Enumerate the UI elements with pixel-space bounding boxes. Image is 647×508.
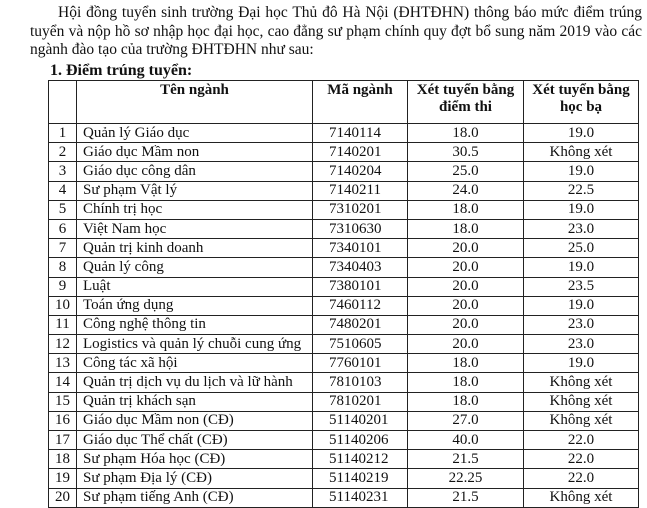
major-code: 7810103 [313,373,408,392]
score-exam: 20.0 [408,315,524,334]
score-transcript: 25.0 [524,239,639,258]
table-row [49,469,639,488]
score-transcript: 23.0 [524,335,639,354]
major-name: Sư phạm Địa lý (CĐ) [77,469,313,488]
score-exam: 21.5 [408,450,524,469]
major-name: Luật [77,277,313,296]
row-number: 13 [49,354,77,373]
score-exam: 20.0 [408,296,524,315]
table-row [49,488,639,507]
row-number: 7 [49,239,77,258]
table-row [49,392,639,411]
major-name: Công nghệ thông tin [77,315,313,334]
major-code: 7310201 [313,200,408,219]
score-transcript: 19.0 [524,200,639,219]
score-exam: 24.0 [408,181,524,200]
table-row [49,335,639,354]
major-name: Quản lý công [77,258,313,277]
score-transcript: 22.0 [524,450,639,469]
row-number: 17 [49,431,77,450]
table-row [49,373,639,392]
score-transcript: Không xét [524,392,639,411]
table-header-row [49,81,639,124]
score-transcript: 19.0 [524,296,639,315]
major-name: Sư phạm Hóa học (CĐ) [77,450,313,469]
score-exam: 27.0 [408,411,524,430]
major-code: 7140114 [313,124,408,143]
score-transcript: Không xét [524,143,639,162]
score-exam: 22.25 [408,469,524,488]
table-row [49,200,639,219]
score-transcript: 23.0 [524,219,639,238]
row-number: 12 [49,335,77,354]
table-row [49,411,639,430]
major-name: Giáo dục Mầm non [77,143,313,162]
score-transcript: Không xét [524,411,639,430]
score-exam: 18.0 [408,354,524,373]
major-name: Giáo dục công dân [77,162,313,181]
score-exam: 20.0 [408,239,524,258]
major-name: Quản lý Giáo dục [77,124,313,143]
major-code: 7140211 [313,181,408,200]
score-transcript: 23.5 [524,277,639,296]
score-exam: 18.0 [408,219,524,238]
major-name: Sư phạm Vật lý [77,181,313,200]
major-name: Công tác xã hội [77,354,313,373]
header-name: Tên ngành [77,81,313,124]
table-row [49,258,639,277]
table-row [49,239,639,258]
row-number: 11 [49,315,77,334]
score-exam: 30.5 [408,143,524,162]
major-code: 51140201 [313,411,408,430]
major-code: 51140206 [313,431,408,450]
major-code: 7140204 [313,162,408,181]
intro-paragraph: Hội đồng tuyển sinh trường Đại học Thủ đô Hà Nội (ĐHTĐHN) thông báo mức điểm trúng tuyển và nộp hồ sơ nhập học đại học, cao đẳng sư phạm chính quy đợt bổ sung năm 2019 vào các ngành đào tạo của trường ĐHTĐHN như sau: [30,4,642,58]
row-number: 3 [49,162,77,181]
major-name: Quản trị dịch vụ du lịch và lữ hành [77,373,313,392]
row-number: 5 [49,200,77,219]
score-exam: 20.0 [408,258,524,277]
major-name: Giáo dục Thể chất (CĐ) [77,431,313,450]
row-number: 10 [49,296,77,315]
header-code: Mã ngành [313,81,408,124]
score-exam: 18.0 [408,124,524,143]
major-name: Giáo dục Mầm non (CĐ) [77,411,313,430]
major-name: Việt Nam học [77,219,313,238]
major-name: Toán ứng dụng [77,296,313,315]
score-exam: 20.0 [408,277,524,296]
score-transcript: 19.0 [524,354,639,373]
major-code: 7760101 [313,354,408,373]
row-number: 18 [49,450,77,469]
table-row [49,143,639,162]
score-exam: 20.0 [408,335,524,354]
major-name: Quản trị kinh doanh [77,239,313,258]
major-code: 51140231 [313,488,408,507]
major-name: Chính trị học [77,200,313,219]
table-row [49,219,639,238]
row-number: 16 [49,411,77,430]
major-code: 7380101 [313,277,408,296]
major-code: 7480201 [313,315,408,334]
row-number: 15 [49,392,77,411]
table-row [49,277,639,296]
major-name: Logistics và quản lý chuỗi cung ứng [77,335,313,354]
row-number: 9 [49,277,77,296]
score-transcript: 23.0 [524,315,639,334]
header-score-exam: Xét tuyển bằng điểm thi [408,81,524,124]
header-stt [49,81,77,124]
major-code: 7340101 [313,239,408,258]
major-code: 7340403 [313,258,408,277]
table-row [49,124,639,143]
score-transcript: Không xét [524,488,639,507]
row-number: 14 [49,373,77,392]
major-code: 7460112 [313,296,408,315]
row-number: 1 [49,124,77,143]
row-number: 8 [49,258,77,277]
score-exam: 21.5 [408,488,524,507]
admission-scores-table [48,80,639,508]
section-title: 1. Điểm trúng tuyển: [50,62,193,79]
table-row [49,450,639,469]
table-row [49,162,639,181]
row-number: 20 [49,488,77,507]
score-transcript: 19.0 [524,162,639,181]
score-transcript: 19.0 [524,258,639,277]
major-code: 7140201 [313,143,408,162]
header-score-transcript: Xét tuyển bằng học bạ [524,81,639,124]
major-name: Sư phạm tiếng Anh (CĐ) [77,488,313,507]
table-row [49,181,639,200]
score-exam: 18.0 [408,373,524,392]
table-row [49,315,639,334]
row-number: 2 [49,143,77,162]
major-code: 7310630 [313,219,408,238]
score-exam: 18.0 [408,200,524,219]
score-transcript: Không xét [524,373,639,392]
major-name: Quản trị khách sạn [77,392,313,411]
score-exam: 40.0 [408,431,524,450]
major-code: 51140212 [313,450,408,469]
score-transcript: 22.0 [524,469,639,488]
table-row [49,296,639,315]
major-code: 7810201 [313,392,408,411]
score-transcript: 22.0 [524,431,639,450]
major-code: 7510605 [313,335,408,354]
score-exam: 18.0 [408,392,524,411]
score-transcript: 19.0 [524,124,639,143]
table-row [49,354,639,373]
score-transcript: 22.5 [524,181,639,200]
table-row [49,431,639,450]
score-exam: 25.0 [408,162,524,181]
row-number: 6 [49,219,77,238]
row-number: 4 [49,181,77,200]
row-number: 19 [49,469,77,488]
major-code: 51140219 [313,469,408,488]
